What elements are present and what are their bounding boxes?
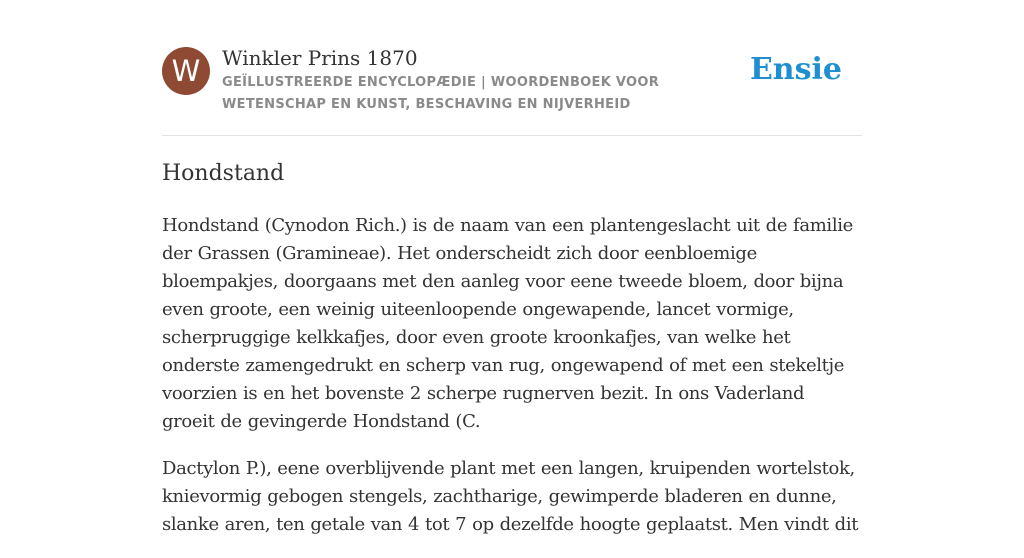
entry-body — [162, 212, 862, 558]
entry-paragraph: Hondstand (Cynodon Rich.) is de naam van een plantengeslacht uit de familie der Grassen (Gramineae). Het onderscheidt zich door eenbloemige bloempakjes, doorgaans met den aanleg voor eene tweede bloem, door bijna even groote, een weinig uiteenloopende ongewapende, lancet vormige, scherpruggige kelkkafjes, door even groote kroonkafjes, van welke het onderste zamengedrukt en scherp van rug, ongewapend of met een stekeltje voorzien is en het bovenste 2 scherpe rugnerven bezit. In ons Vaderland groeit de gevingerde Hondstand (C. — [162, 215, 853, 432]
source-header — [162, 0, 862, 136]
source-subtitle: GEÏLLUSTREERDE ENCYCLOPÆDIE | WOORDENBOEK VOOR WETENSCHAP EN KUNST, BESCHAVING EN NIJVERHEID — [222, 75, 660, 112]
source-title[interactable]: Winkler Prins 1870 — [222, 46, 418, 70]
source-avatar[interactable]: W — [162, 47, 210, 95]
page-content — [162, 0, 862, 535]
entry-title: Hondstand — [162, 161, 285, 186]
ensie-logo-link[interactable]: Ensie — [749, 52, 842, 87]
entry-paragraph: Dactylon P.), eene overblijvende plant met een langen, kruipenden wortelstok, knievormig gebogen stengels, zachtharige, gewimperde bladeren en dunne, slanke aren, ten getale van 4 tot 7 op dezelfde hoogte geplaatst. Men vindt dit — [162, 458, 859, 535]
